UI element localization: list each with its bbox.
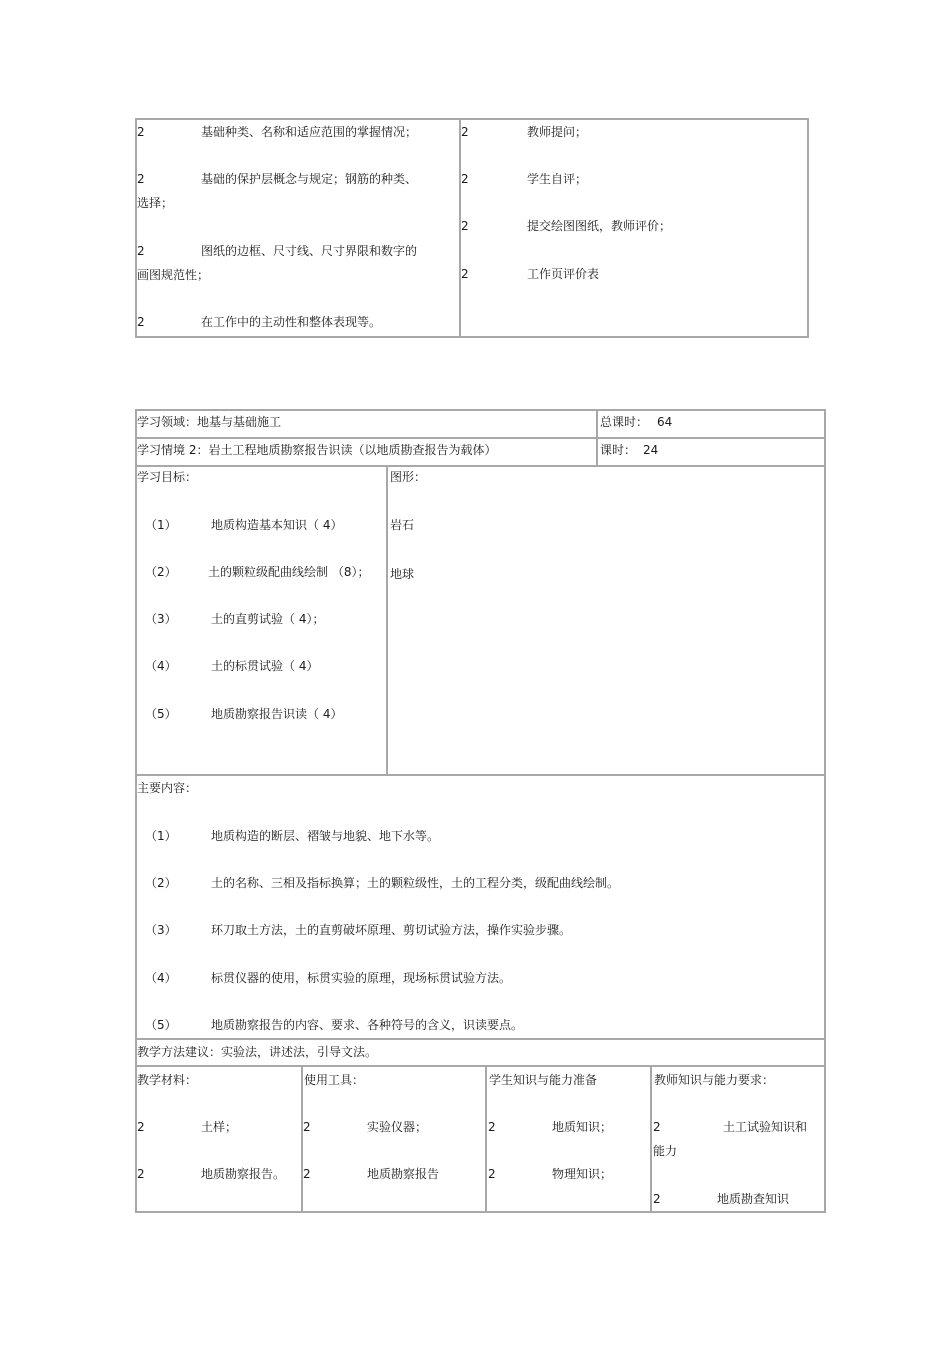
column-divider [650,1067,652,1211]
hours-label: 课时： [600,443,637,457]
bullet: 2 [137,125,145,139]
item-text: 土的直剪试验（ 4）； [211,612,325,626]
bullet: 2 [461,125,469,139]
column-divider [386,467,388,774]
item-text: 实验仪器； [367,1120,428,1134]
figure-item: 地球 [390,567,415,581]
item-text: 地质勘察报告。 [201,1167,286,1181]
item-number: （1） [145,518,177,532]
item-text: 基础种类、名称和适应范围的掌握情况； [201,125,418,139]
bullet: 2 [653,1192,661,1206]
cell-title: 学生知识与能力准备 [489,1073,598,1087]
item-text: 地质知识； [552,1120,613,1134]
item-text-continued: 选择； [137,196,174,210]
course-plan-table [135,409,826,1213]
bullet: 2 [488,1167,496,1181]
item-text: 图纸的边框、尺寸线、尺寸界限和数字的 [201,244,418,258]
bullet: 2 [488,1120,496,1134]
learning-situation: 学习情境 2：岩土工程地质勘察报告识读（以地质勘查报告为载体） [137,443,497,457]
row-divider [137,774,824,776]
row-divider [137,437,824,439]
item-text-continued: 能力 [653,1144,678,1158]
item-number: （2） [145,876,177,890]
row-divider [137,1038,824,1040]
item-number: （3） [145,923,177,937]
item-text: 基础的保护层概念与规定；钢筋的种类、 [201,172,418,186]
column-divider [485,1067,487,1211]
item-text: 地质勘察报告识读（ 4） [211,707,343,721]
item-text: 环刀取土方法，土的直剪破坏原理、剪切试验方法，操作实验步骤。 [211,923,572,937]
objectives-title: 学习目标： [137,470,198,484]
bullet: 2 [137,315,145,329]
item-text: 地质构造的断层、褶皱与地貌、地下水等。 [211,829,440,843]
assessment-table [135,118,809,338]
cell-title: 使用工具： [304,1073,365,1087]
bullet: 2 [137,244,145,258]
item-number: （5） [145,707,177,721]
learning-domain: 学习领域：地基与基础施工 [137,415,282,429]
teaching-methods: 教学方法建议：实验法，讲述法，引导文法。 [137,1045,378,1059]
item-number: （1） [145,829,177,843]
bullet: 2 [137,1120,145,1134]
item-text: 地质勘查知识 [717,1192,790,1206]
figure-item: 岩石 [390,518,415,532]
figure-title: 图形： [390,470,427,484]
item-text: 提交绘图图纸，教师评价； [527,219,672,233]
item-text: 地质勘察报告 [367,1167,440,1181]
item-number: （3） [145,612,177,626]
row-divider [137,1065,824,1067]
item-text: 教师提问； [527,125,588,139]
item-text: 土的颗粒级配曲线绘制 （8）； [208,565,370,579]
item-text: 工作页评价表 [527,267,600,281]
item-number: （5） [145,1018,177,1032]
item-number: （4） [145,971,177,985]
bullet: 2 [137,1167,145,1181]
item-text: 土的名称、三相及指标换算；土的颗粒级性，土的工程分类，级配曲线绘制。 [211,876,620,890]
total-hours-value: 64 [657,415,673,429]
content-title: 主要内容： [137,781,198,795]
row-divider [137,465,824,467]
item-text: 物理知识； [552,1167,613,1181]
total-hours-label: 总课时： [600,415,649,429]
item-text: 在工作中的主动性和整体表现等。 [201,315,382,329]
bullet: 2 [303,1167,311,1181]
item-text: 土样； [201,1120,238,1134]
item-text: 地质构造基本知识（ 4） [211,518,343,532]
cell-title: 教学材料： [137,1073,198,1087]
column-divider [301,1067,303,1211]
item-number: （2） [145,565,177,579]
item-text: 地质勘察报告的内容、要求、各种符号的含义，识读要点。 [211,1018,524,1032]
bullet: 2 [461,219,469,233]
item-number: （4） [145,659,177,673]
item-text: 土的标贯试验（ 4） [211,659,319,673]
item-text: 标贯仪器的使用，标贯实验的原理，现场标贯试验方法。 [211,971,512,985]
item-text: 学生自评； [527,172,588,186]
cell-title: 教师知识与能力要求： [654,1073,775,1087]
bullet: 2 [303,1120,311,1134]
hours-value: 24 [643,443,659,457]
item-text-continued: 画图规范性； [137,268,210,282]
bullet: 2 [461,172,469,186]
bullet: 2 [461,267,469,281]
item-text: 土工试验知识和 [723,1120,808,1134]
bullet: 2 [653,1120,661,1134]
bullet: 2 [137,172,145,186]
column-divider [596,411,598,465]
